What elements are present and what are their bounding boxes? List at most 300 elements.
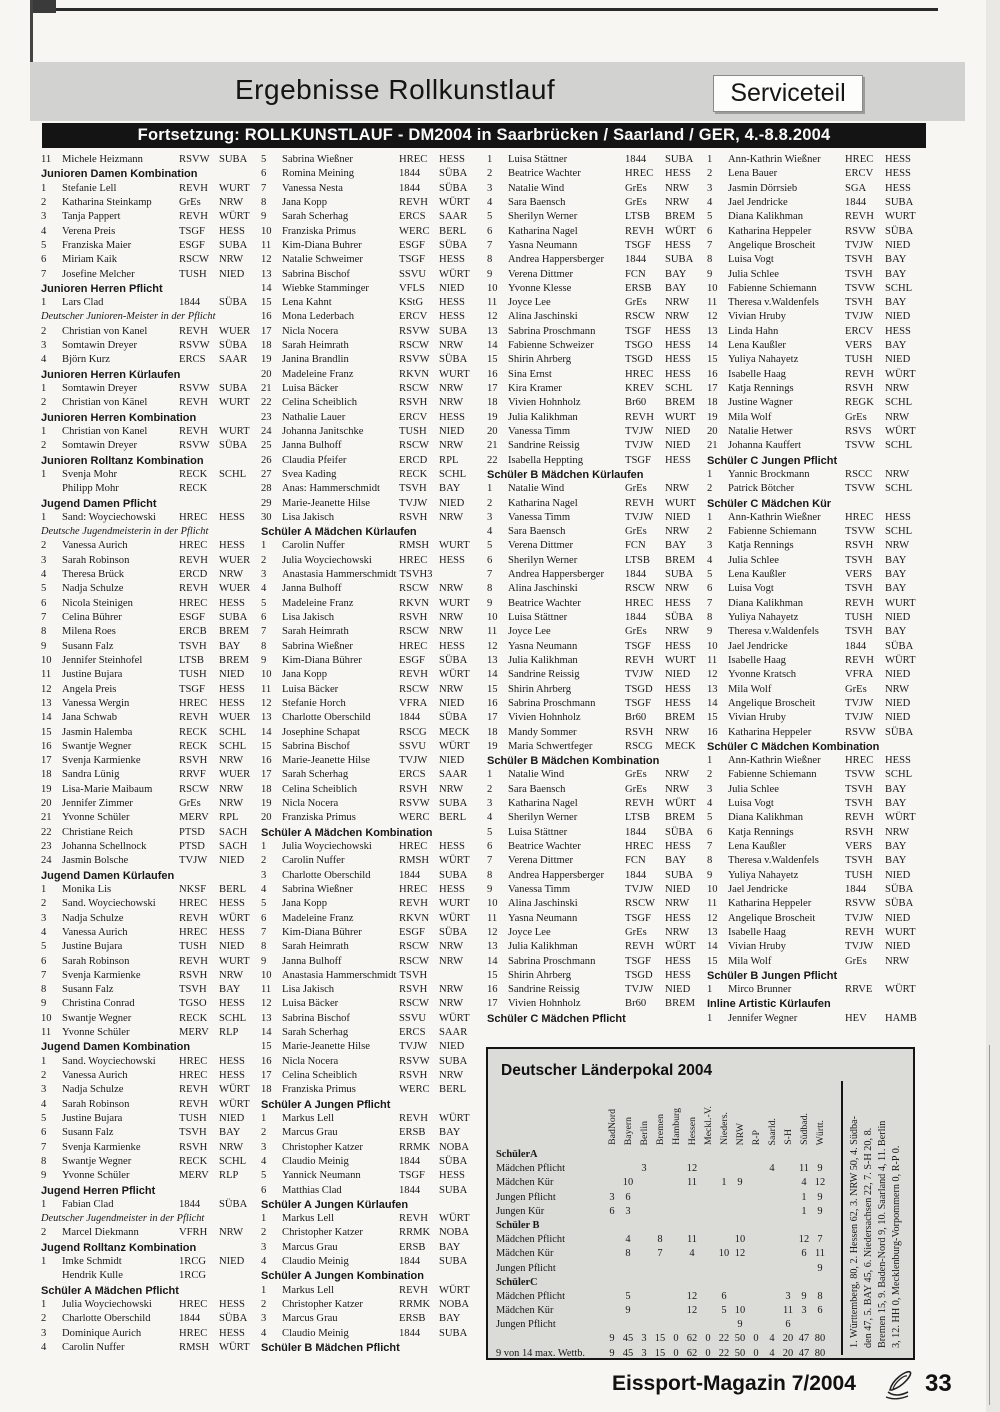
pokal-sidebar-line: den 47, 5. BAY 45, 6. Niedersachsen 22, 7. S-H 20, 8. [863,1127,874,1348]
result-row [261,1255,487,1269]
result-region: BAY [885,583,907,595]
result-name: Joyce Lee [508,626,551,638]
result-rank: 11 [261,239,272,251]
result-row [261,955,487,969]
result-region: WÜRT [219,1084,250,1096]
result-club: REVH [179,425,208,437]
result-club: REVH [399,898,428,910]
result-region: HESS [665,368,691,380]
result-club: REVH [179,583,208,595]
result-row [41,1098,257,1112]
result-club: HREC [179,540,208,552]
result-name: Natalie Wind [508,483,565,495]
result-name: Diana Kalikhman [728,211,804,223]
result-club: RSVH [399,397,428,409]
result-region: HESS [219,1070,245,1081]
result-name: Monika Lis [62,883,112,895]
result-region: SÜBA [665,826,694,838]
result-region: WURT [439,540,470,552]
result-name: Matthias Clad [282,1184,342,1196]
result-rank: 8 [41,1155,47,1167]
result-club: VERS [845,569,873,581]
result-row [487,425,703,439]
result-name: Luisa Vogt [728,798,774,810]
result-region: WÜRT [439,912,470,924]
result-row [41,926,257,940]
pokal-value: 50 [734,1347,746,1359]
result-region: BAY [885,340,907,352]
result-name: Patrick Bötcher [728,483,795,495]
result-club: REVH [399,669,428,681]
result-rank: 3 [707,783,713,795]
result-name: Ann-Kathrin Wießner [728,511,821,523]
result-row [487,196,703,210]
pokal-column-header: S-H [782,1129,794,1145]
result-region: HESS [665,325,691,337]
pokal-value [636,1191,652,1205]
pokal-value [636,1148,652,1162]
result-region: NRW [665,196,690,208]
result-rank: 1 [41,425,47,437]
section-header: Jugend Damen Kürlaufen [41,869,175,882]
result-name: Marie-Jeanette Hilse [282,1041,370,1053]
result-region: HESS [219,898,245,910]
result-row [707,253,963,267]
result-rank: 3 [41,340,47,352]
result-region: BREM [665,211,696,223]
result-row [487,439,703,453]
result-region: SUBA [439,1256,468,1268]
result-name: Sina Ernst [508,368,552,380]
pokal-value [604,1148,620,1162]
result-rank: 8 [487,869,493,881]
pokal-value [716,1219,732,1233]
pokal-value: 7 [657,1248,663,1260]
result-region: WUER [219,325,251,337]
result-region: SUBA [439,1327,468,1339]
result-club: KREV [625,383,654,394]
result-name: Janina Brandlin [282,354,349,366]
result-club: GrEs [625,182,647,194]
pokal-value [652,1205,668,1219]
result-club: RMSH [399,540,430,552]
result-club: HREC [399,640,428,652]
pokal-value [732,1276,748,1290]
result-club: RSVW [399,354,430,366]
result-rank: 3 [487,511,493,523]
result-row [41,239,257,253]
result-rank: 12 [261,998,272,1010]
result-name: Yuliya Nahayetz [728,612,799,623]
result-row [487,539,703,553]
pokal-value: 4 [769,1163,775,1175]
result-row [487,497,703,511]
result-rank: 28 [261,483,272,495]
result-row [487,625,703,639]
result-club: ESGF [399,654,425,666]
result-region: NRW [439,583,464,595]
result-row [261,754,487,768]
result-region: HESS [439,883,465,895]
result-rank: 11 [261,984,272,996]
result-row [707,926,963,940]
result-club: FCN [625,268,646,280]
result-club: TVJW [179,855,208,867]
result-region: NRW [439,941,464,953]
result-rank: 6 [41,955,47,967]
result-region: NRW [665,526,690,538]
pokal-value [748,1262,764,1276]
result-rank: 4 [487,526,493,538]
result-club: RECK [179,1012,208,1024]
section-header: Inline Artistic Kürlaufen [707,998,831,1011]
result-region: SUBA [219,612,248,623]
result-name: Miriam Kaik [62,254,118,266]
result-region: WUER [219,712,251,724]
result-club: RSCG [625,740,653,752]
result-region: NOBA [439,1299,470,1310]
pokal-value: 47 [798,1333,810,1345]
result-row [261,253,487,267]
result-name: Katja Rennings [728,826,794,838]
result-row [261,1226,487,1240]
result-rank: 9 [41,998,47,1010]
result-region: NIED [219,855,245,867]
result-row [487,554,703,568]
result-club: TSGF [625,239,651,251]
pokal-value [620,1318,636,1332]
pokal-value: 0 [705,1333,711,1345]
result-club: 1844 [179,1198,201,1210]
result-row [41,1327,257,1341]
result-region: SÜBA [439,712,468,724]
pokal-value [764,1219,780,1233]
result-name: Sherilyn Werner [508,554,578,566]
result-club: RSCW [399,626,430,638]
pokal-sidebar-line: 3, 12. HH 0, Mecklenburg-Vorpommern 0, R-P 0. [891,1145,902,1348]
result-rank: 2 [707,769,713,781]
result-region: HESS [219,1299,245,1310]
result-name: Beatrice Wachter [508,168,581,180]
result-club: VFRA [845,669,874,681]
pokal-column-header: Berlin [638,1120,650,1145]
result-row [41,468,257,482]
result-region: NIED [439,755,465,767]
pokal-value [604,1162,620,1176]
pokal-value [764,1205,780,1219]
result-region: NIED [665,984,691,996]
result-club: GrEs [625,526,647,538]
result-club: REVH [845,597,874,609]
result-name: Julia Schlee [728,783,779,795]
result-club: RSVH [845,826,874,838]
result-rank: 3 [487,182,493,194]
result-club: 1844 [399,1256,421,1268]
result-rank: 11 [487,912,498,924]
result-region: RPL [219,812,239,824]
result-row [261,1126,487,1140]
result-club: HREC [179,1299,208,1310]
result-name: Marie-Jeanette Hilse [282,497,370,509]
result-rank: 29 [261,497,272,509]
pokal-value [684,1318,700,1332]
result-club: REVH [179,182,208,194]
result-region: HESS [885,511,911,523]
result-row [41,568,257,582]
result-name: Sand. Woyciechowski [62,1055,156,1067]
result-name: Yvonne Schüler [62,1170,130,1182]
result-rank: 7 [261,626,267,638]
pokal-value [700,1191,716,1205]
result-row [707,468,963,482]
pokal-value: 47 [798,1347,810,1359]
result-region: NIED [885,612,911,623]
result-row [707,239,963,253]
result-club: GrEs [845,411,867,423]
result-name: Marcus Grau [282,1313,338,1325]
pokal-value [700,1233,716,1247]
result-region: BERL [439,1084,467,1096]
pokal-row-label: Mädchen Kür [496,1248,554,1260]
result-row [261,368,487,382]
pokal-column-header: Württ. [814,1119,826,1145]
pokal-value [684,1262,700,1276]
result-rank: 8 [261,640,267,652]
result-club: VFRH [179,1227,208,1239]
result-club: REVH [625,798,654,810]
result-row [487,282,703,296]
pokal-value: 3 [609,1191,615,1203]
result-row [487,310,703,324]
result-rank: 4 [41,225,47,237]
result-rank: 23 [41,841,52,852]
result-rank: 6 [261,612,267,623]
result-club: LTSB [625,211,650,223]
result-club: RECK [179,468,208,480]
section-header: Junioren Rolltanz Kombination [41,454,204,467]
result-club: RSVW [179,340,210,352]
result-rank: 17 [41,755,52,767]
result-row [261,539,487,553]
pokal-value [684,1148,700,1162]
result-rank: 3 [707,182,713,194]
result-name: Theresa v.Waldenfels [728,297,819,309]
result-row [261,282,487,296]
result-row [707,797,963,811]
result-row [707,840,963,854]
result-rank: 7 [41,268,47,280]
result-rank: 2 [41,325,47,337]
result-rank: 4 [487,196,493,208]
result-region: SACH [219,826,248,838]
result-rank: 3 [261,1313,267,1325]
result-region: NIED [439,282,465,294]
result-rank: 4 [261,883,267,895]
result-row [707,539,963,553]
result-club: TVJW [845,697,874,709]
result-club: RSCW [399,340,430,352]
result-name: Diana Kalikhman [728,812,804,824]
result-row [487,368,703,382]
result-region: WÜRT [219,211,250,223]
pokal-value [620,1148,636,1162]
result-row [261,210,487,224]
result-name: Natalie Hetwer [728,425,793,437]
result-rank: 21 [41,812,52,824]
pokal-value: 15 [654,1333,666,1345]
result-rank: 4 [41,354,47,366]
result-name: Lena Kaußler [728,340,786,352]
result-row [487,325,703,339]
result-region: HESS [439,640,465,652]
section-header: Schüler C Mädchen Kür [707,497,832,510]
pokal-value: 3 [785,1290,791,1302]
result-rank: 14 [261,726,272,738]
result-name: Jennifer Wegner [728,1012,798,1024]
result-region: HESS [885,168,911,180]
result-club: NKSF [179,883,207,895]
result-club: HREC [179,697,208,709]
result-region: HESS [219,1327,245,1339]
result-rank: 1 [261,1213,267,1225]
result-row [41,439,257,453]
result-region: HESS [219,597,245,609]
result-club: RSVW [399,1055,430,1067]
result-rank: 13 [261,1012,272,1024]
result-club: GrEs [179,798,201,810]
result-name: Angela Preis [62,683,117,695]
result-rank: 16 [261,311,272,323]
result-rank: 4 [707,554,713,566]
result-club: TSVH [845,554,873,566]
result-rank: 16 [487,697,498,709]
result-rank: 13 [41,697,52,709]
magazine-issue-label: Eissport-Magazin 7/2004 [612,1372,856,1395]
pokal-value [604,1219,620,1233]
pokal-column-header: BadNord [606,1109,618,1145]
result-name: Christopher Katzer [282,1227,363,1239]
result-row [41,783,257,797]
result-region: BAY [439,1241,461,1253]
result-row [261,411,487,425]
result-row [261,869,487,883]
result-club: TVJW [625,883,654,895]
pokal-value [604,1262,620,1276]
result-row [41,582,257,596]
result-region: WÜRT [439,1213,470,1225]
result-club: GrEs [845,955,867,967]
result-club: ESGF [399,926,425,938]
result-rank: 10 [41,1012,52,1024]
result-row [41,1083,257,1097]
result-club: REVH [625,941,654,953]
result-region: WÜRT [665,798,696,810]
result-row [41,1198,257,1212]
result-rank: 7 [487,569,493,581]
result-row [261,897,487,911]
result-row [261,683,487,697]
result-name: Sabrina Wießner [282,883,353,895]
result-region: SÜBA [219,297,248,309]
result-club: RSCW [625,898,656,910]
result-row [707,296,963,310]
result-name: Vanessa Aurich [62,1070,128,1081]
result-row [41,1141,257,1155]
result-name: Lisa Jakisch [282,511,335,523]
result-rank: 2 [487,497,493,509]
result-region: SUBA [885,196,914,208]
result-name: Franziska Primus [282,225,356,237]
result-row [261,468,487,482]
result-club: TSGF [625,454,651,466]
pokal-row-label: Mädchen Pflicht [496,1234,565,1246]
result-name: Sabrina Wießner [282,640,353,652]
result-row [41,196,257,210]
section-header: Schüler C Jungen Pflicht [707,454,838,467]
result-name: Vivian Hruby [728,941,786,953]
result-region: NRW [219,196,244,208]
pokal-value [668,1148,684,1162]
result-name: Vanessa Timm [508,883,571,895]
result-row [41,940,257,954]
result-club: RSVW [399,798,430,810]
result-region: HESS [219,998,245,1010]
result-region: NIED [439,697,465,709]
result-rank: 10 [707,282,718,294]
result-rank: 22 [261,397,272,409]
result-region: HESS [219,697,245,709]
result-name: Sabrina Bischof [282,1012,350,1024]
result-club: TUSH [845,612,873,623]
pokal-value: 6 [721,1290,727,1302]
result-region: NIED [219,268,245,280]
result-row [707,640,963,654]
result-club: HREC [179,1055,208,1067]
result-name: Claudio Meinig [282,1327,349,1339]
result-name: Marcus Grau [282,1127,338,1139]
result-rank: 15 [261,297,272,309]
pokal-value [796,1219,812,1233]
result-name: Anastasia Hammerschmidt [282,969,397,981]
result-rank: 9 [707,268,713,280]
result-name: Christina Conrad [62,998,135,1010]
pokal-value [668,1233,684,1247]
result-row [261,1012,487,1026]
result-region: HESS [439,311,465,323]
result-region: BAY [885,783,907,795]
result-region: NIED [219,1112,245,1124]
result-rank: 1 [41,182,47,194]
result-rank: 13 [261,268,272,280]
result-region: NRW [439,626,464,638]
result-row [41,1269,257,1283]
result-row [707,726,963,740]
result-name: Christian von Kanel [62,325,148,337]
result-region: HESS [665,955,691,967]
result-region: HESS [665,454,691,466]
result-region: BREM [219,654,250,666]
section-header: Jugend Damen Kombination [41,1041,191,1054]
result-rank: 14 [261,282,272,294]
serviceteil-badge: Serviceteil [713,75,863,112]
result-club: TSVH [845,855,873,867]
result-name: Franziska Maier [62,239,132,251]
result-region: HESS [665,340,691,352]
pokal-value [700,1262,716,1276]
result-name: Ann-Kathrin Wießner [728,154,821,165]
result-region: BREM [665,712,696,724]
result-row [261,854,487,868]
